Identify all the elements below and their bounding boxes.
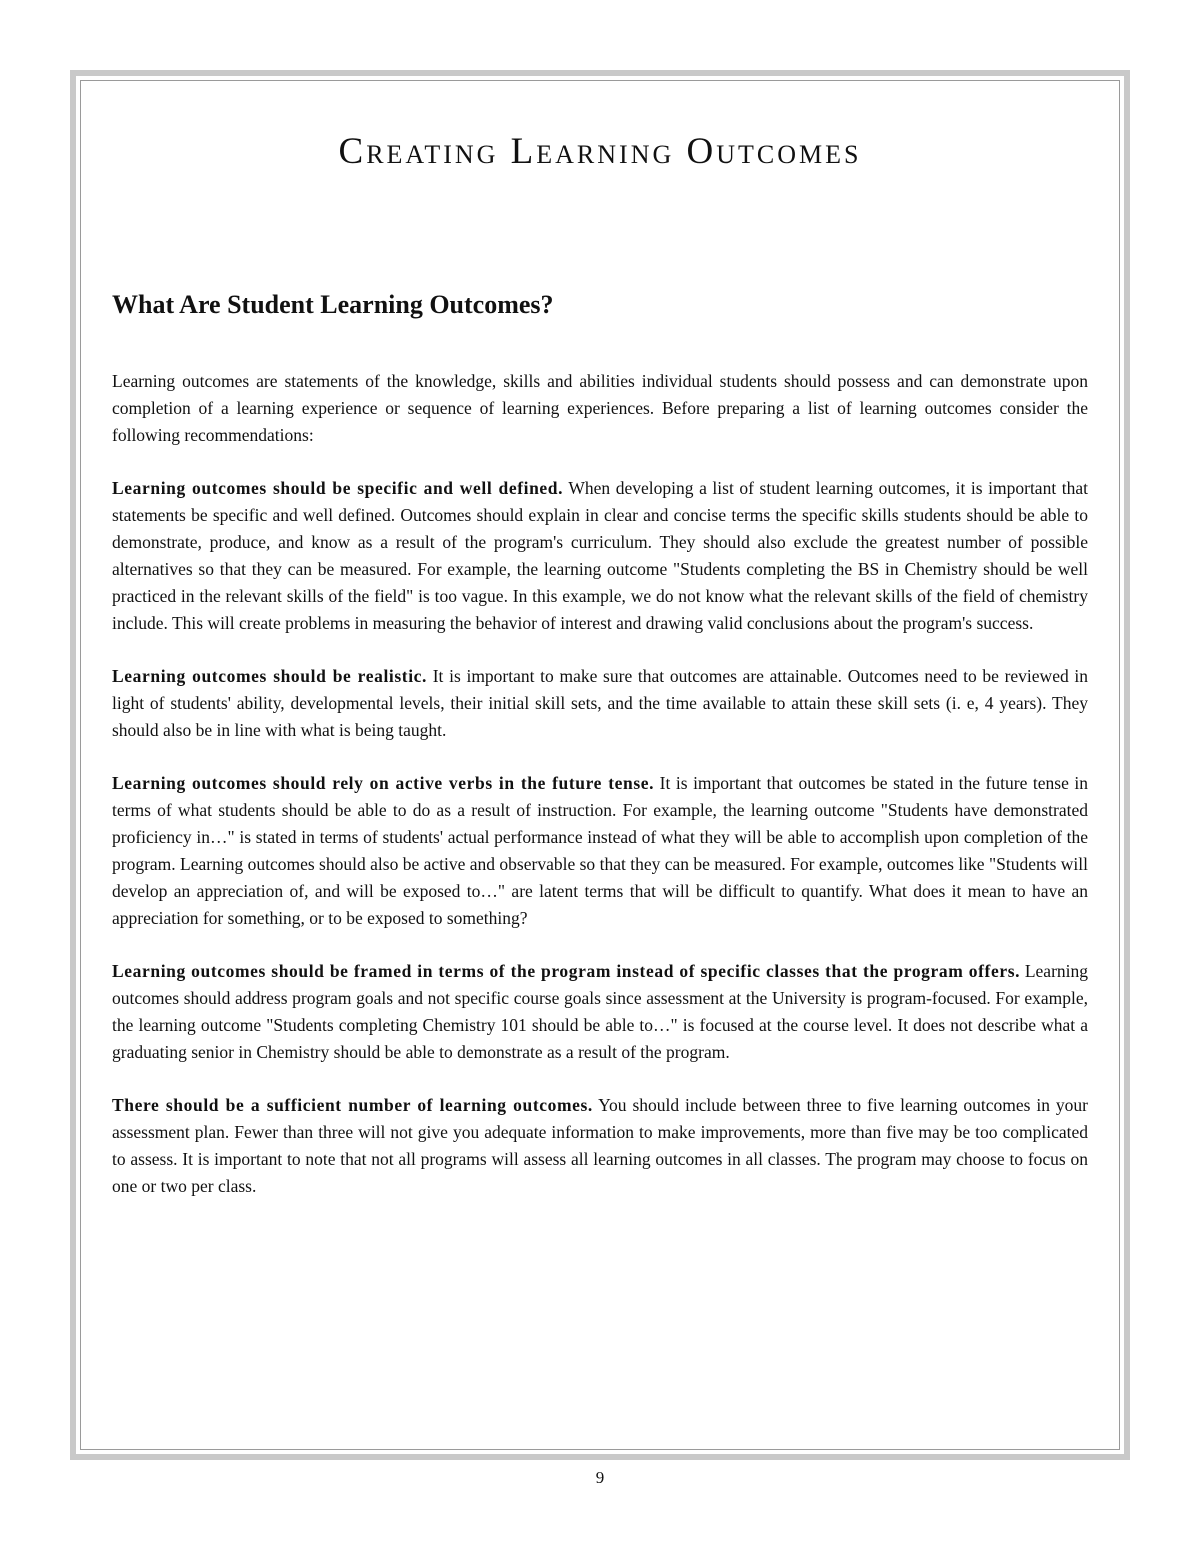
- paragraph-program-framing: [112, 958, 1088, 1066]
- paragraph-specific: [112, 475, 1088, 637]
- paragraph-text: It is important to make sure that outcomes are attainable. Outcomes need to be reviewed in light of students' ability, developmental levels, their initial skill sets, and the time available to attain these skill sets (i. e, 4 years). They should also be in line with what is being taught.: [112, 666, 1089, 740]
- paragraph-text: It is important that outcomes be stated in the future tense in terms of what students should be able to do as a result of instruction. For example, the learning outcome "Students have demonstrated proficiency in…" is stated in terms of students' actual performance instead of what they will be able to accomplish upon completion of the program. Learning outcomes should also be active and observable so that they can be measured. For example, outcomes like "Students will develop an appreciation of, and will be exposed to…" are latent terms that will be difficult to quantify. What does it mean to have an appreciation for something, or to be exposed to something?: [112, 773, 1088, 928]
- page-number: 9: [595, 1468, 605, 1487]
- paragraph-active-verbs: [112, 770, 1088, 932]
- paragraph-lead: Learning outcomes should be specific and well defined.: [112, 478, 564, 498]
- paragraph-realistic: [112, 663, 1088, 744]
- body-content: [112, 368, 1088, 1226]
- paragraph-lead: There should be a sufficient number of learning outcomes.: [112, 1095, 593, 1115]
- paragraph-lead: Learning outcomes should rely on active verbs in the future tense.: [112, 773, 655, 793]
- intro-paragraph: [112, 368, 1088, 449]
- paragraph-text: When developing a list of student learning outcomes, it is important that statements be specific and well defined. Outcomes should explain in clear and concise terms the specific skills students should be able to demonstrate, produce, and know as a result of the program's curriculum. They should also exclude the greatest number of possible alternatives so that they can be measured. For example, the learning outcome "Students completing the BS in Chemistry should be well practiced in the relevant skills of the field" is too vague. In this example, we do not know what the relevant skills of the field of chemistry include. This will create problems in measuring the behavior of interest and drawing valid conclusions about the program's success.: [112, 478, 1088, 633]
- paragraph-lead: Learning outcomes should be realistic.: [112, 666, 428, 686]
- paragraph-text: Learning outcomes are statements of the knowledge, skills and abilities individual students should possess and can demonstrate upon completion of a learning experience or sequence of learning experiences. Before preparing a list of learning outcomes consider the following recommendations:: [112, 371, 1088, 445]
- paragraph-text: You should include between three to five learning outcomes in your assessment plan. Fewer than three will not give you adequate information to make improvements, more than five may be too complicated to assess. It is important to note that not all programs will assess all learning outcomes in all classes. The program may choose to focus on one or two per class.: [112, 1095, 1088, 1196]
- paragraph-text: Learning outcomes should address program goals and not specific course goals since assessment at the University is program-focused. For example, the learning outcome "Students completing Chemistry 101 should be able to…" is focused at the course level. It does not describe what a graduating senior in Chemistry should be able to demonstrate as a result of the program.: [112, 961, 1089, 1062]
- page-title: Creating Learning Outcomes: [338, 131, 862, 172]
- paragraph-lead: Learning outcomes should be framed in terms of the program instead of specific classes that the program offers.: [112, 961, 1021, 981]
- paragraph-sufficient-number: [112, 1092, 1088, 1200]
- section-heading: What Are Student Learning Outcomes?: [112, 290, 554, 319]
